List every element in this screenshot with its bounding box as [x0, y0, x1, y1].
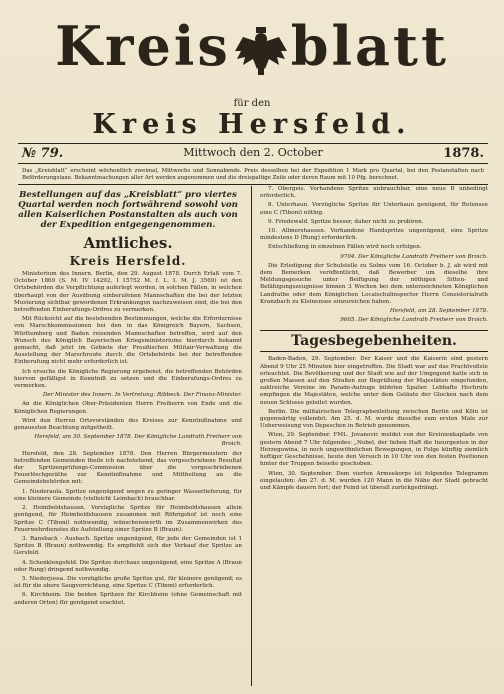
- article-paragraph: 1. Niederaula. Spritze ungenügend wegen zu geringer Wasserlieferung, für eine kleinere Gemeinde (vielleicht Leimbach) brauchbar.: [14, 488, 242, 502]
- article-paragraph: 5. Niederjossa. Die vorzügliche große Spritze gut, für kleinere genügend; es ist für die obere Saugvorrichtung, eine Spritze C (Tiboni) erforderlich.: [14, 575, 242, 590]
- article-paragraph: 7. Obergeis. Vorhandene Spritze unbrauchbar, eine neue B unbedingt erforderlich.: [260, 186, 488, 200]
- title-left: Kreis: [55, 14, 231, 78]
- issue-date: Mittwoch den 2. October: [183, 146, 323, 159]
- article-paragraph: 2. Heimboldshausen. Vorzügliche Spritze für Heimboldshausen allein genügend, für Heimboldshausen zusammen mit Röhrigshof ist noch eine Spritze C (Tiboni) nothwendig, wünschenswerth im Zusammenwirken des Feuerwehrdienstes die Aufstellung einer Spritze B (Braun).: [14, 505, 242, 533]
- signature: Der Minister des Innern. In Vertretung: Ribbeck. Der Finanz-Minister.: [42, 392, 242, 399]
- article-paragraph: 6. Kirchheim. Die beiden Spritzen für Kirchheim (ohne Gemeinschaft mit anderen Orten) für genügend erachtet.: [14, 592, 242, 606]
- article-paragraph: Ich ersuche die Königliche Regierung ergebenst, die betreffenden Behörden hiervon gefälligst in Kenntniß zu setzen und die Einberufungs-Ordres zu vermerken.: [14, 368, 242, 390]
- article-paragraph: Berlin. Die militairischen Telegraphenleitung zwischen Berlin und Köln ist gegenwärtig vollendet. Am 25. d. M. wurde dieselbe zum ersten Male zur Ueberweisung von Depeschen in Betrieb genommen.: [260, 408, 488, 430]
- section-amtliches: Amtliches.: [83, 234, 173, 252]
- article-paragraph: Wien, 29. September. FML. Jovanovic meldet von der Kreinienkaplade von gestern Abend 7 Uhr folgendes: „Nobel, der lieben Haft die Insurgenten in der Herzegowina, in noch ungewöhnlichen Bewegungen, in Folge künftig ziemlich heftiger Geschehnisse, heute den Versuch in 10 Uhr von den festen Positionen hinter der Truppen beiseite geschoben.: [260, 432, 488, 468]
- article-paragraph: Die Erledigung der Schulstelle zu Solms vom 16. October b. J. ab wird mit dem Bemerken veröffentlicht, daß Bewerber um dieselbe ihre Meldungsgesuche unter Beifügung der nöthigen Sitten- und Befähigungszeugnisse binnen 3 Wochen bei dem unterzeichneten Königlichen Landrathe oder dem Königlichen Localschulinspector Herrn Consistorialrath Kranzbach zu Kleinensee einzureichen haben.: [260, 262, 488, 305]
- article-paragraph: Baden-Baden, 29. September. Der Kaiser und die Kaiserin sind gestern Abend 9 Uhr 25 Minuten hier eingetroffen. Die Stadt war auf das Prachtvollste erleuchtet. Die Bevölkerung und der Stadt wie auf der Umgegend hatte sich in großen Massen auf den Straßen zur Begrüßung der Majestäten eingefunden, zahlreiche Vereine im Parade-Aufzuge bildeten Spalier. Lebhafte Hochrufe empfingen die Majestäten, welche unter dem Geläute der Glocken nach dem neuen Schlosse geleitet wurden.: [260, 356, 488, 406]
- order-notice: Bestellungen auf das „Kreisblatt“ pro viertes Quartal werden noch fortwährend sowohl von allen Kaiserlichen Postanstalten als auch von der Expedition entgegengenommen.: [18, 190, 238, 230]
- eagle-icon: [233, 25, 289, 77]
- left-column: [14, 186, 242, 686]
- issue-year: 1878.: [443, 146, 484, 161]
- issue-number: № 79.: [22, 146, 64, 161]
- masthead: [0, 0, 504, 140]
- section-tagesbegebenheiten: Tagesbegebenheiten.: [291, 333, 457, 350]
- article-paragraph: Mit Rücksicht auf die bestehenden Bestimmungen, welche die Erfordernisse von Marschkommissionen bei den in das Königreich Bayern, Sachsen, Württemberg und Baden reisenden Mannschaften betreffen, wird auf den Wunsch des Königlich Bayerischen Kriegsministeriums hierdurch bekannt gemacht, daß jetzt im Gebiete der Preußischen Militair-Verwaltung die Ausstellung der Marschroute durch die Ortsbehörde bei der betreffenden Einberufung nicht mehr erforderlich ist.: [14, 316, 242, 366]
- section-kreis: Kreis Hersfeld.: [69, 254, 187, 268]
- article-paragraph: Wird den Herren Ortsvorständen des Kreises zur Kenntnißnahme und genauesten Beachtung mitgetheilt.: [14, 417, 242, 432]
- subscription-notice: Das „Kreisblatt“ erscheint wöchentlich zweimal, Mittwochs und Sonnabends. Preis desselben bei der Expedition 1 Mark pro Quartal, bei den Postanstalten nach Beförderungstaxe. Bekanntmachungen aller Art werden angenommen und die dreispaltige Zeile oder deren Raum mit 10 Pfg. berechnet.: [22, 168, 484, 181]
- article-paragraph: Hersfeld, den 28. September 1878. Den Herren Bürgermeistern der betreffenden Gemeinden theile ich nachstehend, das vorgeschriebene Resultat der Spritzenprüfungs-Commission über die vorgeschriebenen Feuerlöschgeräthe zur Kenntnißnahme und Mittheilung an die Gemeindebehörden mit:: [14, 450, 242, 486]
- signature: Hersfeld, am 30. September 1878. Der Königliche Landrath Freiherr von Broich.: [34, 434, 242, 448]
- masthead-title: [0, 16, 504, 77]
- article-paragraph: Wien, 30. September. Dem vierten Armeekorps ist folgendes Telegramm eingelaufen: Am 27. d. M. wurden 120 Mann in die Nähe der Stadt gebracht und Kämpfe dauern fort; der Feind ist überall zurückgedrängt.: [260, 470, 488, 491]
- rule-notice: [18, 184, 488, 185]
- article-paragraph: Entschließung in einzelnen Fällen wird noch erfolgen.: [268, 244, 422, 251]
- article-paragraph: 10. Allmershausen. Vorhandene Handspritze ungenügend, eine Spritze mindestens D (Rung) erforderlich.: [260, 228, 488, 242]
- signature: 9665. Der Königliche Landrath Freiherr von Broich.: [340, 317, 488, 324]
- column-divider: [251, 186, 252, 686]
- date-bar: [22, 146, 484, 162]
- rule-bottom: [18, 163, 488, 164]
- kreis-name: Kreis Hersfeld.: [92, 109, 412, 140]
- article-paragraph: An die Königlichen Ober-Präsidenten Herrn Freiherrn von Ende und die Königlichen Regierungen.: [14, 401, 242, 415]
- signature: Hersfeld, am 28. September 1878.: [389, 308, 488, 315]
- fuer-den: für den: [233, 98, 271, 109]
- article-paragraph: 9. Friedewald. Spritze besser, daher nicht zu probiren.: [268, 218, 424, 225]
- right-column: [260, 186, 488, 686]
- signature: 9704. Der Königliche Landrath Freiherr von Broich.: [340, 253, 488, 260]
- article-paragraph: Ministerium des Innern. Berlin, den 29. August 1878. Durch Erlaß vom 7. October 1869 (S. M. IV 14292, I 15752 M. f. L. I. M. J. 3569) ist den Ortsbehörden die Verpflichtung auferlegt worden, in solchen Fällen, in welchen überhaupt von der Ausübung einberufenen Mannschaften die bei der letzten Musterung sichtbar gewordenen Erkrankungen nachzuweisen sind, die bei den betreffenden Einberufungs-Ordres zu vermerken.: [14, 271, 242, 314]
- rule-top: [18, 143, 488, 144]
- article-paragraph: 8. Unterhaun. Vorzügliche Spritze für Unterhaun genügend, für Rotensee eine C (Tiboni) nöthig.: [260, 202, 488, 216]
- title-right: blatt: [290, 14, 449, 78]
- section-tages-wrap: [260, 330, 488, 352]
- article-paragraph: 3. Ransbach - Ausbach. Spritze ungenügend, für jede der Gemeinden ist 1 Spritze B (Braun) nothwendig. Es empfiehlt sich der Verkauf der Spritze an Gersfeld.: [14, 535, 242, 557]
- article-paragraph: 4. Schenklengsfeld. Die Spritze durchaus ungenügend, eine Spritze A (Braun oder Rung) dringend nothwendig.: [14, 559, 242, 573]
